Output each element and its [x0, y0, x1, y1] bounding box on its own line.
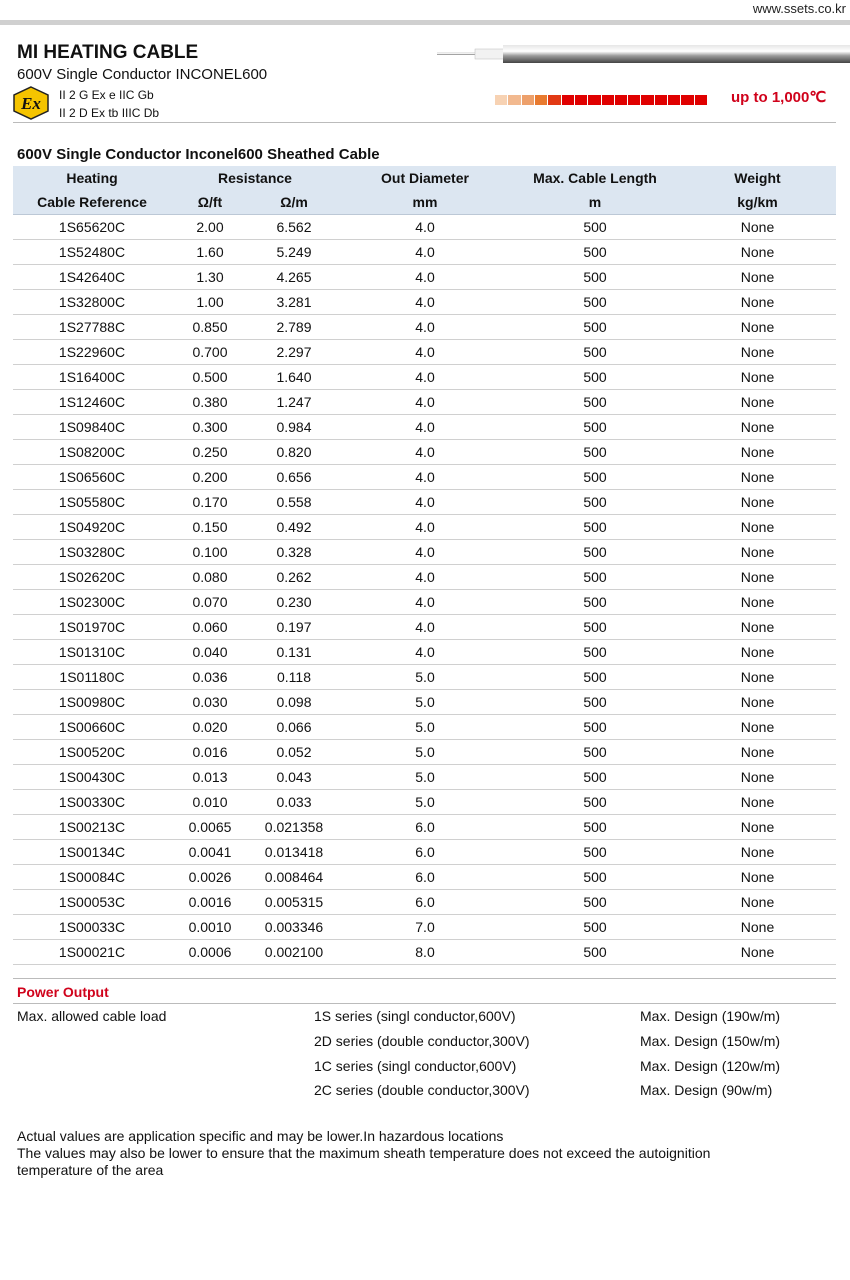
table-row — [13, 490, 836, 515]
table-row — [13, 465, 836, 490]
ex-atex-icon — [13, 86, 49, 120]
cell-ohm-m: 0.230 — [249, 590, 339, 615]
cell-max-length: 500 — [511, 215, 679, 240]
cell-out-diameter: 4.0 — [339, 315, 511, 340]
cell-ohm-m: 0.197 — [249, 615, 339, 640]
table-row — [13, 640, 836, 665]
cell-ohm-m: 0.820 — [249, 440, 339, 465]
cell-max-length: 500 — [511, 815, 679, 840]
table-row — [13, 315, 836, 340]
cell-cable-reference: 1S65620C — [13, 215, 171, 240]
cell-out-diameter: 4.0 — [339, 290, 511, 315]
table-row — [13, 590, 836, 615]
cell-cable-reference: 1S22960C — [13, 340, 171, 365]
cell-weight: None — [679, 215, 836, 240]
cell-ohm-m: 0.656 — [249, 465, 339, 490]
cell-ohm-ft: 0.020 — [171, 715, 249, 740]
table-row — [13, 290, 836, 315]
site-url[interactable]: www.ssets.co.kr — [752, 1, 846, 16]
cell-ohm-m: 1.247 — [249, 390, 339, 415]
cell-max-length: 500 — [511, 390, 679, 415]
cell-cable-reference: 1S09840C — [13, 415, 171, 440]
table-row — [13, 815, 836, 840]
power-series-design: Max. Design (120w/m) — [640, 1058, 781, 1074]
cell-max-length: 500 — [511, 865, 679, 890]
cell-max-length: 500 — [511, 290, 679, 315]
power-output-title: Power Output — [17, 984, 109, 1000]
cell-cable-reference: 1S00660C — [13, 715, 171, 740]
cell-ohm-ft: 0.0041 — [171, 840, 249, 865]
table-row — [13, 665, 836, 690]
section-divider — [13, 1003, 836, 1004]
note-line: temperature of the area — [17, 1162, 164, 1178]
cell-max-length: 500 — [511, 340, 679, 365]
cell-max-length: 500 — [511, 315, 679, 340]
cell-max-length: 500 — [511, 540, 679, 565]
cell-weight: None — [679, 540, 836, 565]
cell-weight: None — [679, 815, 836, 840]
heat-bar-segment — [695, 95, 708, 105]
heat-bar-segment — [508, 95, 521, 105]
table-row — [13, 215, 836, 240]
cell-weight: None — [679, 290, 836, 315]
table-title: 600V Single Conductor Inconel600 Sheathed Cable — [17, 146, 380, 163]
col-cable-reference: Cable Reference — [13, 190, 171, 215]
cell-ohm-ft: 1.30 — [171, 265, 249, 290]
cell-ohm-m: 2.297 — [249, 340, 339, 365]
cell-cable-reference: 1S03280C — [13, 540, 171, 565]
cell-ohm-ft: 0.150 — [171, 515, 249, 540]
cell-cable-reference: 1S00021C — [13, 940, 171, 965]
cell-out-diameter: 4.0 — [339, 590, 511, 615]
cell-max-length: 500 — [511, 590, 679, 615]
cell-out-diameter: 5.0 — [339, 740, 511, 765]
power-series-name: 2D series (double conductor,300V) — [314, 1033, 530, 1049]
table-row — [13, 940, 836, 965]
cell-weight: None — [679, 365, 836, 390]
cell-weight: None — [679, 515, 836, 540]
heat-bar-segment — [668, 95, 681, 105]
cell-weight: None — [679, 440, 836, 465]
cell-out-diameter: 4.0 — [339, 465, 511, 490]
cell-max-length: 500 — [511, 465, 679, 490]
cell-ohm-m: 0.052 — [249, 740, 339, 765]
cell-cable-reference: 1S01310C — [13, 640, 171, 665]
header-divider — [13, 122, 836, 123]
cell-out-diameter: 4.0 — [339, 540, 511, 565]
col-m: m — [511, 190, 679, 215]
cell-cable-reference: 1S27788C — [13, 315, 171, 340]
cell-weight: None — [679, 790, 836, 815]
col-ohm-ft: Ω/ft — [171, 190, 249, 215]
cell-cable-reference: 1S00430C — [13, 765, 171, 790]
cell-cable-reference: 1S08200C — [13, 440, 171, 465]
cell-ohm-ft: 0.100 — [171, 540, 249, 565]
cell-weight: None — [679, 915, 836, 940]
heat-bar-segment — [628, 95, 641, 105]
table-row — [13, 240, 836, 265]
cell-cable-reference: 1S00520C — [13, 740, 171, 765]
note-line: Actual values are application specific and may be lower.In hazardous locations — [17, 1128, 504, 1144]
cell-cable-reference: 1S52480C — [13, 240, 171, 265]
cell-cable-reference: 1S00213C — [13, 815, 171, 840]
cell-weight: None — [679, 315, 836, 340]
table-row — [13, 565, 836, 590]
cell-max-length: 500 — [511, 690, 679, 715]
cell-ohm-ft: 0.0026 — [171, 865, 249, 890]
cell-weight: None — [679, 865, 836, 890]
cell-ohm-ft: 0.0065 — [171, 815, 249, 840]
power-series-design: Max. Design (190w/m) — [640, 1008, 781, 1024]
cell-ohm-m: 0.098 — [249, 690, 339, 715]
cell-weight: None — [679, 640, 836, 665]
cell-ohm-ft: 0.700 — [171, 340, 249, 365]
cell-weight: None — [679, 715, 836, 740]
atex-gas-rating: II 2 G Ex e IIC Gb — [59, 88, 154, 102]
cell-ohm-ft: 0.200 — [171, 465, 249, 490]
power-series-design: Max. Design (150w/m) — [640, 1033, 781, 1049]
cell-out-diameter: 4.0 — [339, 640, 511, 665]
cell-out-diameter: 4.0 — [339, 565, 511, 590]
heat-bar-segment — [681, 95, 694, 105]
cell-out-diameter: 8.0 — [339, 940, 511, 965]
cell-out-diameter: 5.0 — [339, 790, 511, 815]
cell-ohm-ft: 0.0010 — [171, 915, 249, 940]
table-row — [13, 615, 836, 640]
heat-bar-segment — [548, 95, 561, 105]
cell-ohm-m: 0.013418 — [249, 840, 339, 865]
cell-weight: None — [679, 665, 836, 690]
cell-out-diameter: 5.0 — [339, 715, 511, 740]
table-row — [13, 790, 836, 815]
table-row — [13, 915, 836, 940]
cell-ohm-ft: 0.070 — [171, 590, 249, 615]
cell-ohm-ft: 2.00 — [171, 215, 249, 240]
cell-ohm-m: 4.265 — [249, 265, 339, 290]
cell-max-length: 500 — [511, 440, 679, 465]
cell-ohm-ft: 1.00 — [171, 290, 249, 315]
cell-ohm-ft: 0.060 — [171, 615, 249, 640]
cell-out-diameter: 5.0 — [339, 665, 511, 690]
col-resistance: Resistance — [218, 170, 292, 186]
cell-weight: None — [679, 415, 836, 440]
cell-ohm-m: 5.249 — [249, 240, 339, 265]
cell-ohm-ft: 0.850 — [171, 315, 249, 340]
cell-out-diameter: 4.0 — [339, 240, 511, 265]
cell-max-length: 500 — [511, 615, 679, 640]
cell-out-diameter: 5.0 — [339, 765, 511, 790]
cell-ohm-m: 0.033 — [249, 790, 339, 815]
cell-weight: None — [679, 740, 836, 765]
cell-ohm-m: 0.043 — [249, 765, 339, 790]
heat-bar-segment — [535, 95, 548, 105]
table-subheader-row — [13, 190, 836, 215]
cell-weight: None — [679, 940, 836, 965]
cell-out-diameter: 6.0 — [339, 865, 511, 890]
table-row — [13, 515, 836, 540]
svg-text:Ex: Ex — [21, 94, 41, 113]
cell-cable-reference: 1S12460C — [13, 390, 171, 415]
table-row — [13, 440, 836, 465]
cell-out-diameter: 4.0 — [339, 365, 511, 390]
cell-out-diameter: 4.0 — [339, 515, 511, 540]
cell-ohm-m: 0.131 — [249, 640, 339, 665]
cell-max-length: 500 — [511, 740, 679, 765]
cell-weight: None — [679, 390, 836, 415]
page-subtitle: 600V Single Conductor INCONEL600 — [17, 66, 268, 83]
cell-ohm-ft: 0.010 — [171, 790, 249, 815]
col-mm: mm — [339, 190, 511, 215]
cell-weight: None — [679, 465, 836, 490]
table-row — [13, 415, 836, 440]
table-row — [13, 690, 836, 715]
table-row — [13, 265, 836, 290]
cell-max-length: 500 — [511, 490, 679, 515]
cell-ohm-ft: 0.016 — [171, 740, 249, 765]
cell-max-length: 500 — [511, 765, 679, 790]
cell-cable-reference: 1S00084C — [13, 865, 171, 890]
note-line: The values may also be lower to ensure that the maximum sheath temperature does not exceed the autoignition — [17, 1145, 711, 1161]
atex-dust-rating: II 2 D Ex tb IIIC Db — [59, 106, 160, 120]
cell-ohm-ft: 0.380 — [171, 390, 249, 415]
table-header-row — [13, 166, 836, 190]
cell-weight: None — [679, 690, 836, 715]
cell-ohm-m: 3.281 — [249, 290, 339, 315]
cell-out-diameter: 6.0 — [339, 840, 511, 865]
cell-weight: None — [679, 590, 836, 615]
cell-weight: None — [679, 565, 836, 590]
max-temperature-label: up to 1,000℃ — [731, 89, 827, 106]
cell-ohm-m: 6.562 — [249, 215, 339, 240]
cell-ohm-m: 2.789 — [249, 315, 339, 340]
power-series-name: 1C series (singl conductor,600V) — [314, 1058, 517, 1074]
cell-ohm-ft: 0.040 — [171, 640, 249, 665]
cable-spec-table — [13, 166, 836, 965]
cell-weight: None — [679, 765, 836, 790]
cell-out-diameter: 4.0 — [339, 390, 511, 415]
cell-cable-reference: 1S02620C — [13, 565, 171, 590]
cell-cable-reference: 1S00033C — [13, 915, 171, 940]
cable-illustration — [437, 41, 850, 67]
cell-ohm-ft: 1.60 — [171, 240, 249, 265]
section-divider — [13, 978, 836, 979]
cell-cable-reference: 1S16400C — [13, 365, 171, 390]
col-out-diameter: Out Diameter — [381, 170, 469, 186]
table-row — [13, 765, 836, 790]
cell-cable-reference: 1S00330C — [13, 790, 171, 815]
power-label: Max. allowed cable load — [17, 1008, 167, 1024]
cell-out-diameter: 4.0 — [339, 265, 511, 290]
cell-max-length: 500 — [511, 415, 679, 440]
cell-out-diameter: 4.0 — [339, 415, 511, 440]
power-series-design: Max. Design (90w/m) — [640, 1082, 773, 1098]
cell-cable-reference: 1S42640C — [13, 265, 171, 290]
cell-ohm-m: 0.002100 — [249, 940, 339, 965]
cell-max-length: 500 — [511, 640, 679, 665]
cell-weight: None — [679, 890, 836, 915]
cell-ohm-m: 0.558 — [249, 490, 339, 515]
cell-out-diameter: 5.0 — [339, 690, 511, 715]
temperature-gradient-bar — [495, 95, 708, 105]
cell-ohm-ft: 0.036 — [171, 665, 249, 690]
heat-bar-segment — [495, 95, 508, 105]
cell-ohm-ft: 0.013 — [171, 765, 249, 790]
cell-weight: None — [679, 340, 836, 365]
cell-out-diameter: 4.0 — [339, 340, 511, 365]
cell-out-diameter: 4.0 — [339, 490, 511, 515]
heat-bar-segment — [641, 95, 654, 105]
cell-ohm-ft: 0.030 — [171, 690, 249, 715]
cell-ohm-ft: 0.250 — [171, 440, 249, 465]
cell-ohm-ft: 0.0006 — [171, 940, 249, 965]
table-row — [13, 715, 836, 740]
cell-ohm-m: 0.492 — [249, 515, 339, 540]
cell-ohm-m: 0.005315 — [249, 890, 339, 915]
cell-ohm-ft: 0.170 — [171, 490, 249, 515]
cell-max-length: 500 — [511, 940, 679, 965]
heat-bar-segment — [562, 95, 575, 105]
cell-cable-reference: 1S32800C — [13, 290, 171, 315]
power-series-name: 2C series (double conductor,300V) — [314, 1082, 530, 1098]
cell-cable-reference: 1S06560C — [13, 465, 171, 490]
table-row — [13, 390, 836, 415]
cell-max-length: 500 — [511, 665, 679, 690]
cell-max-length: 500 — [511, 840, 679, 865]
cell-max-length: 500 — [511, 240, 679, 265]
cell-max-length: 500 — [511, 515, 679, 540]
heat-bar-segment — [615, 95, 628, 105]
table-row — [13, 540, 836, 565]
cell-ohm-m: 0.262 — [249, 565, 339, 590]
cell-weight: None — [679, 490, 836, 515]
cell-ohm-ft: 0.300 — [171, 415, 249, 440]
cell-ohm-ft: 0.0016 — [171, 890, 249, 915]
cell-cable-reference: 1S01970C — [13, 615, 171, 640]
heat-bar-segment — [522, 95, 535, 105]
cell-cable-reference: 1S01180C — [13, 665, 171, 690]
cell-max-length: 500 — [511, 265, 679, 290]
table-row — [13, 340, 836, 365]
cell-out-diameter: 6.0 — [339, 815, 511, 840]
cell-out-diameter: 4.0 — [339, 215, 511, 240]
cell-max-length: 500 — [511, 890, 679, 915]
cell-ohm-m: 0.984 — [249, 415, 339, 440]
cell-cable-reference: 1S05580C — [13, 490, 171, 515]
cell-max-length: 500 — [511, 365, 679, 390]
cell-weight: None — [679, 240, 836, 265]
col-max-length: Max. Cable Length — [533, 170, 657, 186]
cell-ohm-m: 1.640 — [249, 365, 339, 390]
cell-ohm-ft: 0.500 — [171, 365, 249, 390]
cell-out-diameter: 6.0 — [339, 890, 511, 915]
table-row — [13, 840, 836, 865]
cell-out-diameter: 4.0 — [339, 440, 511, 465]
cell-weight: None — [679, 840, 836, 865]
cell-cable-reference: 1S02300C — [13, 590, 171, 615]
page-title: MI HEATING CABLE — [17, 42, 199, 63]
col-weight: Weight — [734, 170, 781, 186]
cell-out-diameter: 4.0 — [339, 615, 511, 640]
cell-cable-reference: 1S00980C — [13, 690, 171, 715]
col-ohm-m: Ω/m — [249, 190, 339, 215]
heat-bar-segment — [575, 95, 588, 105]
cell-out-diameter: 7.0 — [339, 915, 511, 940]
cell-ohm-ft: 0.080 — [171, 565, 249, 590]
cell-ohm-m: 0.021358 — [249, 815, 339, 840]
cell-max-length: 500 — [511, 915, 679, 940]
col-heating: Heating — [66, 170, 118, 186]
cell-ohm-m: 0.066 — [249, 715, 339, 740]
table-row — [13, 740, 836, 765]
top-divider — [0, 20, 850, 25]
table-row — [13, 865, 836, 890]
cell-cable-reference: 1S04920C — [13, 515, 171, 540]
cell-weight: None — [679, 615, 836, 640]
heat-bar-segment — [588, 95, 601, 105]
cell-max-length: 500 — [511, 715, 679, 740]
cell-max-length: 500 — [511, 790, 679, 815]
heat-bar-segment — [602, 95, 615, 105]
cell-max-length: 500 — [511, 565, 679, 590]
cell-cable-reference: 1S00134C — [13, 840, 171, 865]
table-row — [13, 365, 836, 390]
power-series-name: 1S series (singl conductor,600V) — [314, 1008, 516, 1024]
cell-cable-reference: 1S00053C — [13, 890, 171, 915]
cell-ohm-m: 0.328 — [249, 540, 339, 565]
heat-bar-segment — [655, 95, 668, 105]
cell-ohm-m: 0.008464 — [249, 865, 339, 890]
cell-ohm-m: 0.003346 — [249, 915, 339, 940]
table-row — [13, 890, 836, 915]
col-kg-km: kg/km — [679, 190, 836, 215]
cell-weight: None — [679, 265, 836, 290]
cell-ohm-m: 0.118 — [249, 665, 339, 690]
